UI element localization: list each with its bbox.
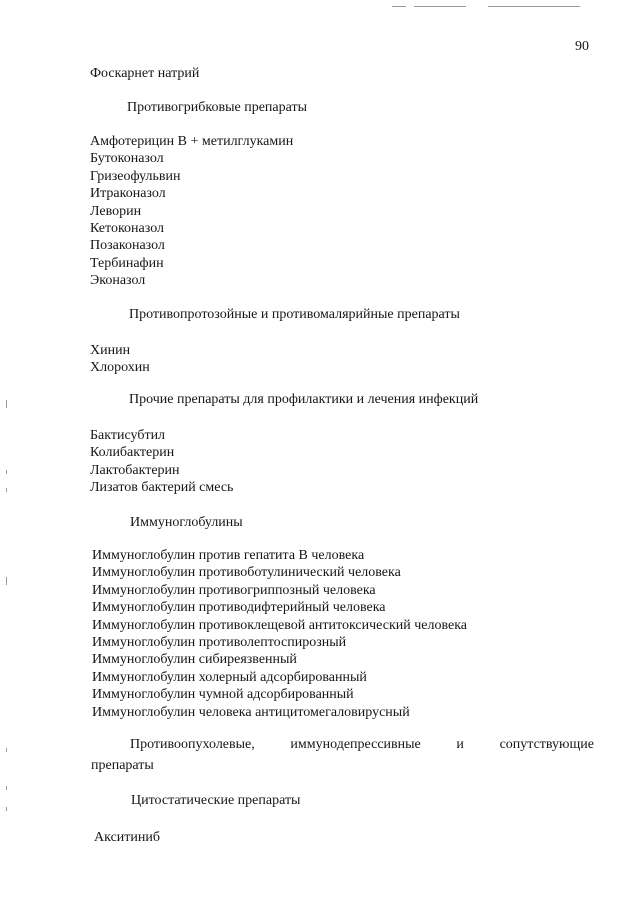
foscarnet-line: Фоскарнет натрий [90,66,200,81]
heading-immunoglobulins: Иммуноглобулины [130,515,243,530]
heading-antitumor [130,737,594,753]
list-item: Иммуноглобулин сибиреязвенный [92,652,297,668]
list-item: Амфотерицин В + метилглукамин [90,134,294,149]
heading-word: иммунодепрессивные [290,737,421,752]
scan-artifact [488,6,580,7]
other-infections-list [90,427,233,497]
list-item: Хлорохин [90,360,150,376]
list-item: Хинин [90,343,131,358]
scan-artifact [6,807,7,811]
list-item: Иммуноглобулин чумной адсорбированный [92,687,354,703]
list-item: Тербинафин [90,255,164,271]
list-item: Бутоконазол [90,151,164,167]
heading-word: сопутствующие [499,737,594,752]
page-number: 90 [575,39,589,54]
list-item: Иммуноглобулин противогриппозный человека [92,582,376,598]
list-item: Иммуноглобулин противолептоспирозный [92,634,347,650]
list-item: Акситиниб [94,830,160,845]
list-item: Иммуноглобулин противоботулинический человека [92,565,401,581]
scan-artifact [392,6,406,7]
list-item: Иммуноглобулин холерный адсорбированный [92,669,367,685]
heading-cytostatic: Цитостатические препараты [131,793,301,808]
heading-other-infections: Прочие препараты для профилактики и лечения инфекций [129,392,479,407]
list-item: Лактобактерин [90,462,180,478]
list-item: Иммуноглобулин противоклещевой антитоксический человека [92,617,468,633]
list-item: Лизатов бактерий смесь [90,480,234,496]
scan-artifact [6,577,7,585]
heading-word: и [456,737,464,752]
heading-antifungal: Противогрибковые препараты [127,100,308,115]
heading-word: Противоопухолевые, [130,737,255,752]
scan-artifact [6,470,7,474]
scan-artifact [414,6,466,7]
list-item: Эконазол [90,273,146,289]
scan-artifact [6,786,7,790]
list-item: Кетоконазол [90,220,164,236]
list-item: Леворин [90,203,142,219]
heading-antitumor-continuation: препараты [91,758,154,773]
list-item: Иммуноглобулин против гепатита В человека [92,548,365,563]
immunoglobulins-list [92,547,467,721]
antifungal-list [90,133,293,290]
list-item: Итраконазол [90,186,166,202]
list-item: Колибактерин [90,445,175,461]
list-item: Иммуноглобулин человека антицитомегаловирусный [92,704,410,720]
cytostatic-list [94,829,160,846]
antiprotozoal-list [90,342,150,377]
heading-antiprotozoal: Противопротозойные и противомалярийные препараты [129,307,460,322]
list-item: Гризеофульвин [90,168,181,184]
scan-artifact [6,400,7,408]
scan-artifact [6,748,7,752]
list-item: Позаконазол [90,238,165,254]
scan-artifact [6,488,7,492]
list-item: Бактисубтил [90,428,166,443]
list-item: Иммуноглобулин противодифтерийный человека [92,600,386,616]
